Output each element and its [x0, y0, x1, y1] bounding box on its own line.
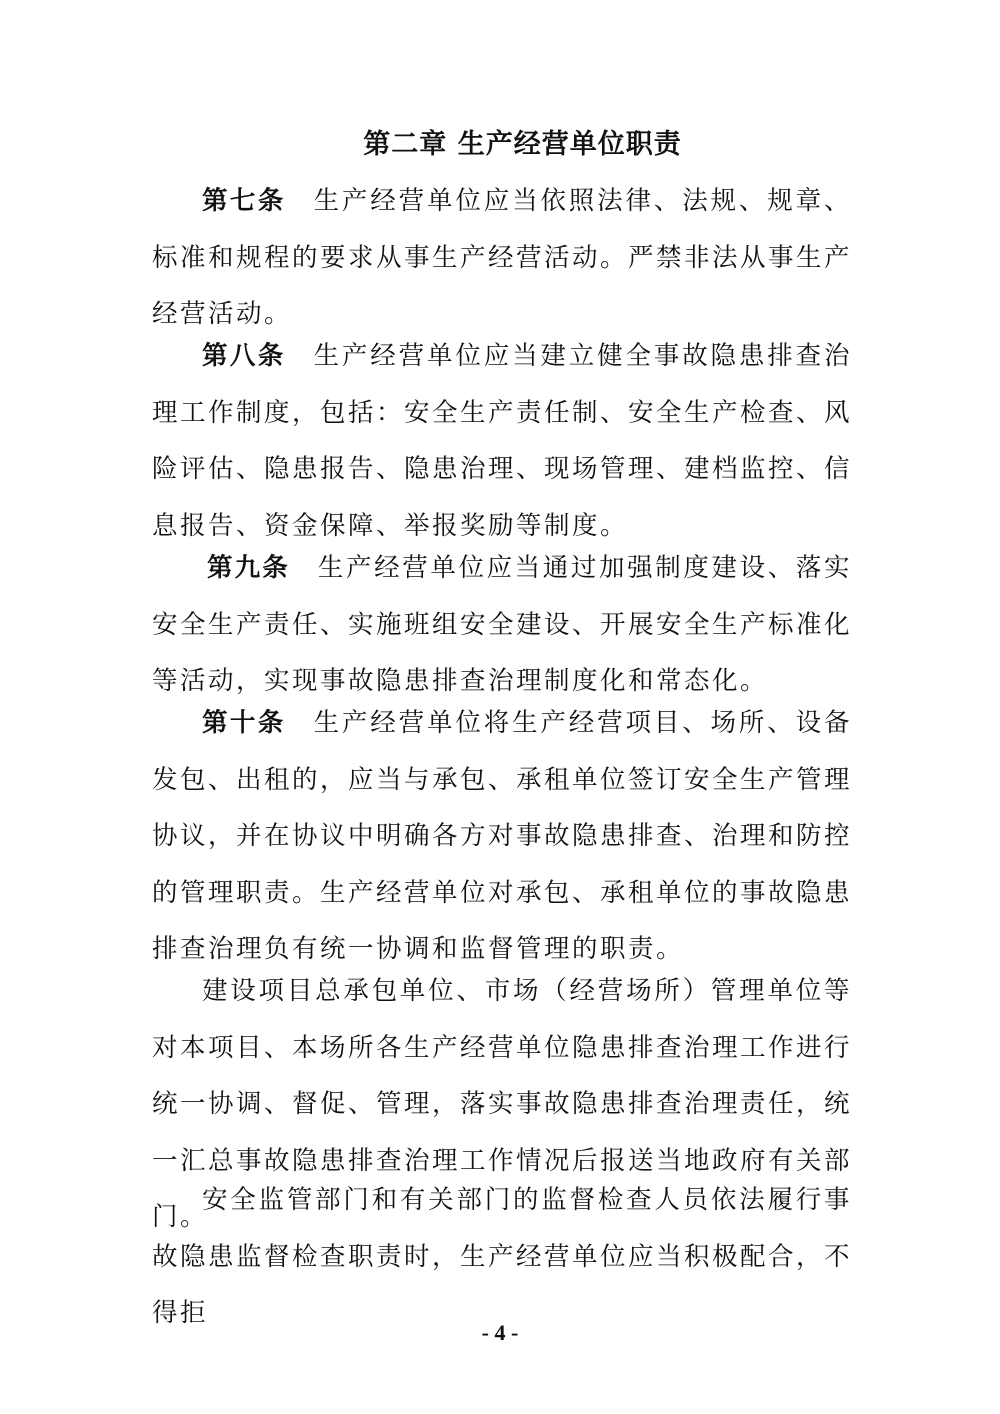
body-paragraph: 安全监管部门和有关部门的监督检查人员依法履行事故隐患监督检查职责时，生产经营单位应当积极配合，不得拒: [152, 1185, 853, 1328]
article-label: 第八条: [202, 341, 286, 371]
article-label: 第七条: [202, 186, 286, 216]
article-9: [152, 540, 852, 710]
article-label: 第九条: [207, 553, 290, 583]
article-text: 生产经营单位将生产经营项目、场所、设备发包、出租的，应当与承包、承租单位签订安全生产管理协议，并在协议中明确各方对事故隐患排查、治理和防控的管理职责。生产经营单位对承包、承租单位的事故隐患排查治理负有统一协调和监督管理的职责。: [152, 708, 853, 964]
article-text: 生产经营单位应当建立健全事故隐患排查治理工作制度，包括：安全生产责任制、安全生产检查、风险评估、隐患报告、隐患治理、现场管理、建档监控、信息报告、资金保障、举报奖励等制度。: [152, 341, 853, 541]
article-8: [152, 328, 852, 554]
article-label: 第十条: [202, 708, 286, 738]
chapter-title: 第二章 生产经营单位职责: [363, 129, 682, 160]
page-number: - 4 -: [481, 1320, 519, 1345]
article-7: [152, 173, 852, 343]
body-paragraph: 建设项目总承包单位、市场（经营场所）管理单位等对本项目、本场所各生产经营单位隐患排查治理工作进行统一协调、督促、管理，落实事故隐患排查治理责任，统一汇总事故隐患排查治理工作情况后报送当地政府有关部门。: [152, 976, 853, 1232]
article-text: 生产经营单位应当依照法律、法规、规章、标准和规程的要求从事生产经营活动。严禁非法从事生产经营活动。: [152, 186, 853, 329]
article-10: [152, 695, 852, 978]
article-text: 生产经营单位应当通过加强制度建设、落实安全生产责任、实施班组安全建设、开展安全生产标准化等活动，实现事故隐患排查治理制度化和常态化。: [152, 553, 853, 696]
